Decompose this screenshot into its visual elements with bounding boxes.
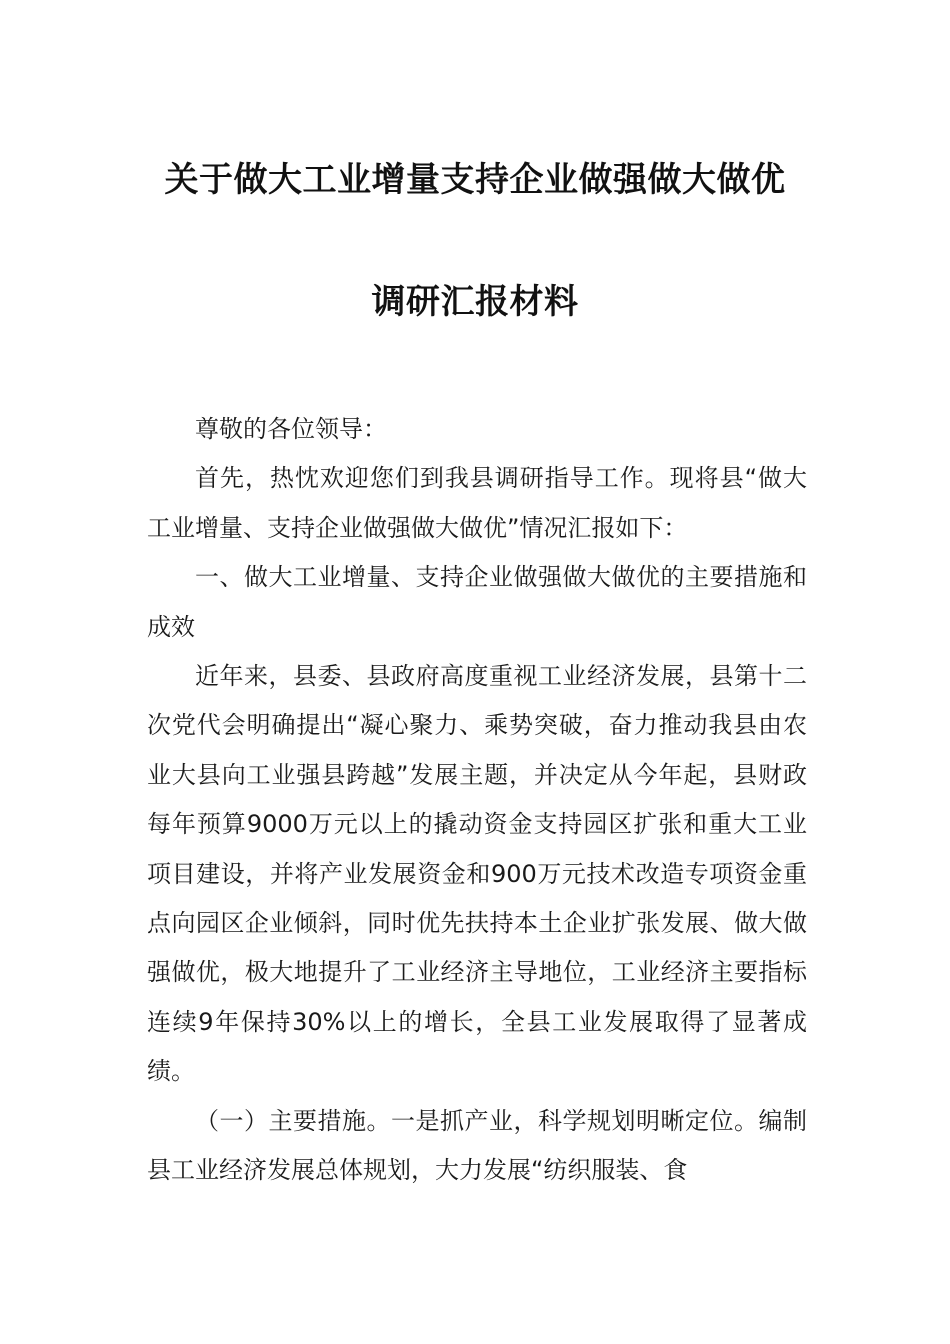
- salutation-paragraph: 尊敬的各位领导：: [195, 415, 387, 443]
- overview-paragraph: 近年来，县委、县政府高度重视工业经济发展，县第十二次党代会明确提出“凝心聚力、乘势突破，奋力推动我县由农业大县向工业强县跨越”发展主题，并决定从今年起，县财政每年预算9000万元以上的撬动资金支持园区扩张和重大工业项目建设，并将产业发展资金和900万元技术改造专项资金重点向园区企业倾斜，同时优先扶持本土企业扩张发展、做大做强做优，极大地提升了工业经济主导地位，工业经济主要指标连续9年保持30%以上的增长，全县工业发展取得了显著成绩。: [147, 662, 807, 1086]
- document-title-line-1: 关于做大工业增量支持企业做强做大做优: [164, 160, 786, 200]
- measures-paragraph: （一）主要措施。一是抓产业，科学规划明晰定位。编制县工业经济发展总体规划，大力发展“纺织服装、食: [147, 1106, 807, 1185]
- section-heading-paragraph: 一、做大工业增量、支持企业做强做大做优的主要措施和成效: [147, 563, 807, 641]
- document-title-line-2: 调研汇报材料: [371, 282, 579, 322]
- document-body: [147, 405, 807, 1196]
- intro-paragraph: 首先，热忱欢迎您们到我县调研指导工作。现将县“做大工业增量、支持企业做强做大做优”情况汇报如下：: [147, 464, 807, 542]
